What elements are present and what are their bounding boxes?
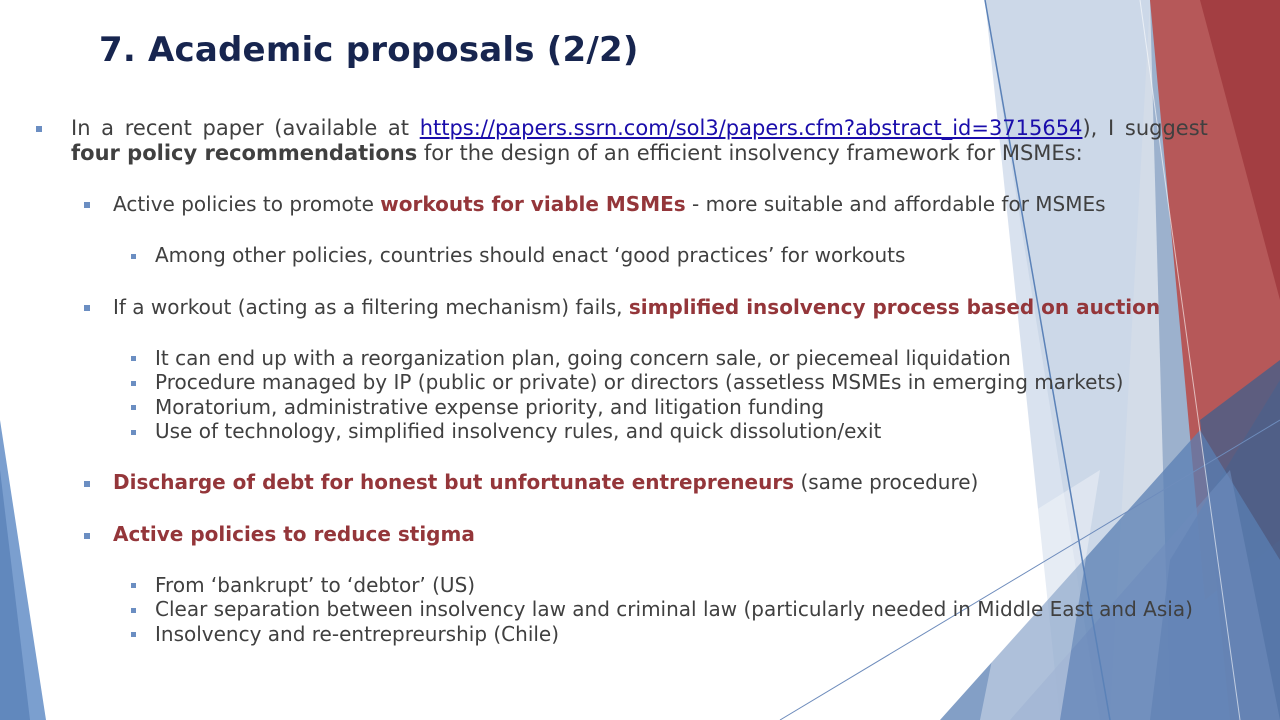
ssrn-paper-link[interactable]: https://papers.ssrn.com/sol3/papers.cfm?abstract_id=3715654 [419, 116, 1083, 140]
bullet-marker [131, 583, 136, 588]
rec-text: (same procedure) [794, 470, 979, 494]
sub-item: Procedure managed by IP (public or private) or directors (assetless MSMEs in emerging markets) [155, 370, 1124, 394]
intro-text-suffix: ), I suggest [1082, 116, 1208, 140]
intro-line-2 [71, 141, 1083, 165]
rec-text: - more suitable and affordable for MSMEs [685, 192, 1106, 216]
recommendation-auction [113, 295, 1160, 319]
rec-emphasis: simplified insolvency process based on auction [628, 295, 1161, 319]
recommendation-workouts [113, 192, 1106, 216]
slide-title: 7. Academic proposals (2/2) [99, 30, 639, 70]
bullet-marker [131, 356, 136, 361]
bullet-marker [84, 202, 90, 208]
bullet-marker [84, 305, 90, 311]
bullet-marker [131, 405, 136, 410]
sub-item: Insolvency and re-entrepreurship (Chile) [155, 622, 560, 646]
sub-item: Moratorium, administrative expense priority, and litigation funding [155, 395, 825, 419]
rec-emphasis: Discharge of debt for honest but unfortunate entrepreneurs [113, 470, 795, 494]
sub-item: Clear separation between insolvency law and criminal law (particularly needed in Middle East and Asia) [155, 597, 1193, 621]
intro-text: In a recent paper (available at [71, 116, 420, 140]
bullet-marker [131, 632, 136, 637]
intro-bold: four policy recommendations [71, 141, 418, 165]
bullet-marker [36, 126, 42, 132]
rec-emphasis: Active policies to reduce stigma [113, 522, 475, 546]
bullet-marker [131, 381, 136, 386]
rec-text: If a workout (acting as a filtering mechanism) fails, [113, 295, 629, 319]
sub-item: It can end up with a reorganization plan, going concern sale, or piecemeal liquidation [155, 346, 1011, 370]
bullet-marker [131, 430, 136, 435]
sub-item: Use of technology, simplified insolvency rules, and quick dissolution/exit [155, 419, 882, 443]
sub-item: Among other policies, countries should enact ‘good practices’ for workouts [155, 243, 906, 267]
intro-line-1 [71, 116, 1208, 140]
rec-emphasis: workouts for viable MSMEs [380, 192, 686, 216]
bullet-marker [131, 608, 136, 613]
recommendation-stigma [113, 522, 475, 546]
intro-text-end: for the design of an efficient insolvency framework for MSMEs: [417, 141, 1083, 165]
bullet-marker [84, 533, 90, 539]
recommendation-discharge [113, 470, 978, 494]
sub-item: From ‘bankrupt’ to ‘debtor’ (US) [155, 573, 476, 597]
bullet-marker [84, 481, 90, 487]
rec-text: Active policies to promote [113, 192, 381, 216]
bullet-marker [131, 254, 136, 259]
